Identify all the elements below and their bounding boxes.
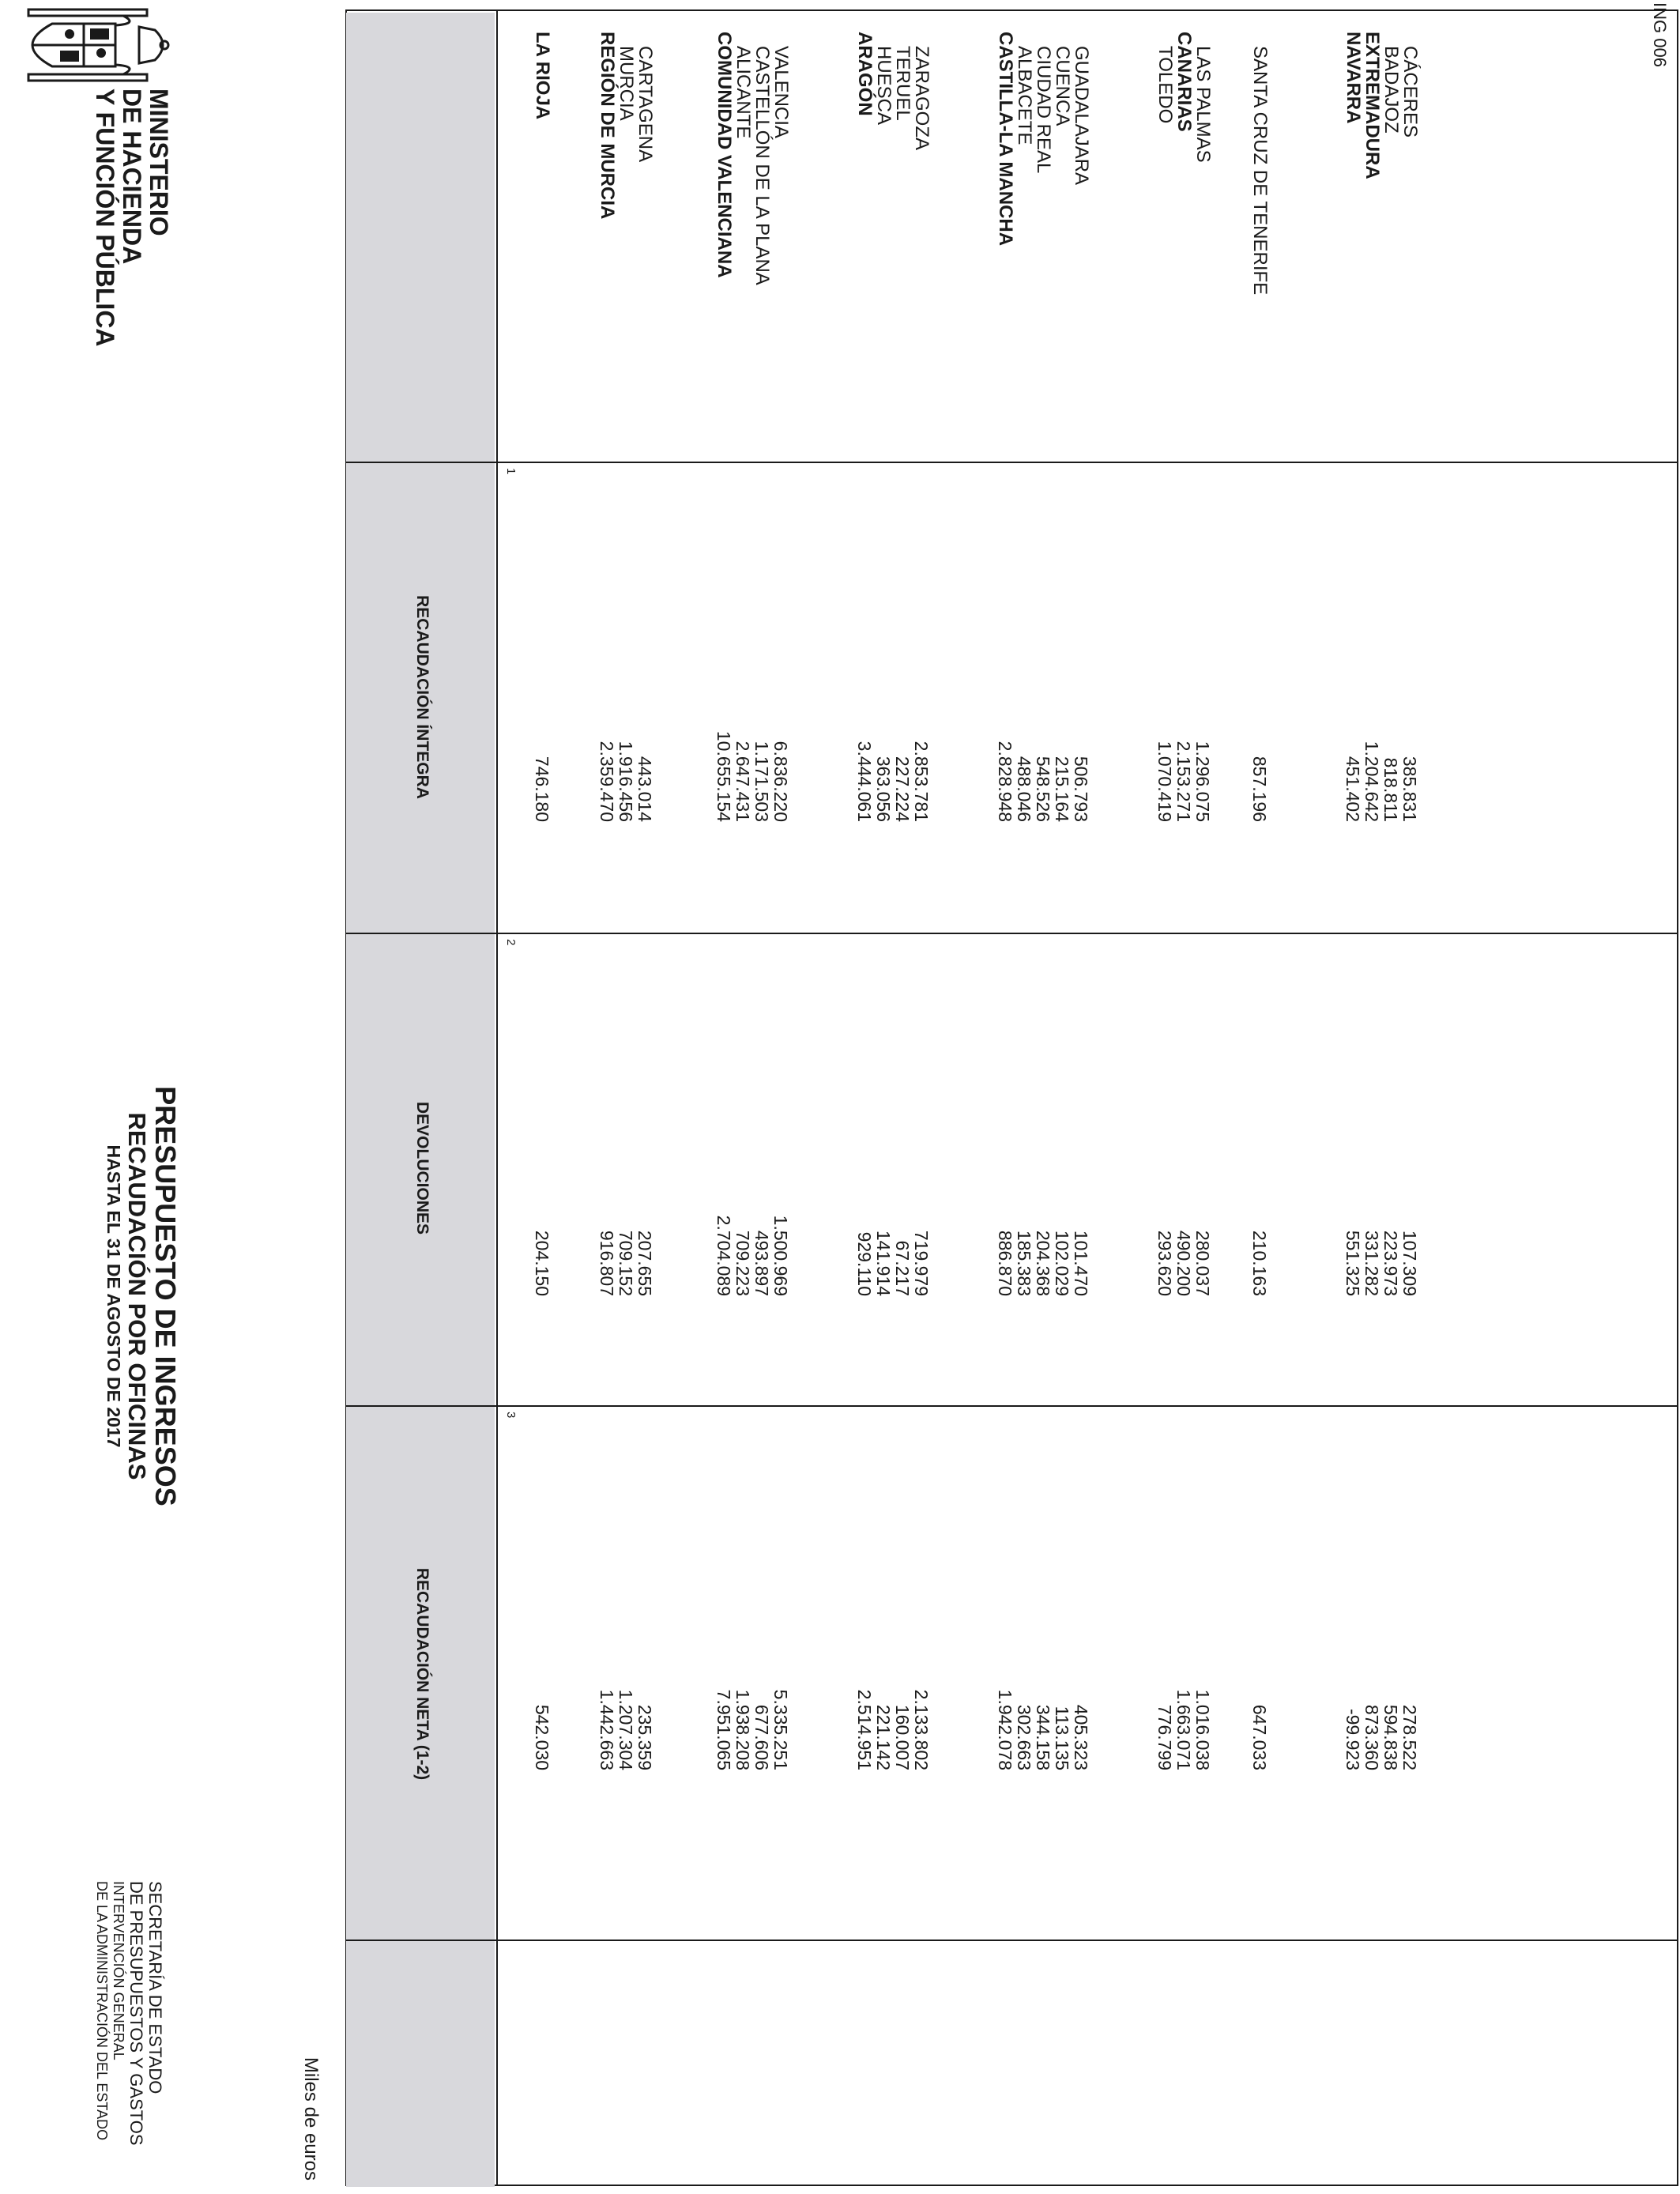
value-devoluciones: 210.163 bbox=[1249, 1230, 1270, 1296]
ministry-name bbox=[92, 89, 172, 547]
value-devoluciones: 101.470 bbox=[1071, 1230, 1091, 1296]
value-neta: 1.938.208 bbox=[733, 1689, 753, 1770]
column-header-devoluciones: DEVOLUCIONES bbox=[413, 1101, 431, 1235]
secretariat-block bbox=[93, 1881, 164, 2194]
column-number-1: 1 bbox=[504, 468, 518, 475]
value-integra: 857.196 bbox=[1249, 756, 1270, 822]
row-label: EXTREMADURA bbox=[1362, 32, 1383, 179]
secretariat-line-1: SECRETARÍA DE ESTADO bbox=[145, 1881, 165, 2094]
row-label: ZARAGOZA bbox=[911, 46, 932, 151]
value-integra: 443.014 bbox=[635, 756, 655, 822]
row-label: GUADALAJARA bbox=[1071, 46, 1092, 186]
value-devoluciones: 1.500.969 bbox=[770, 1215, 791, 1296]
column-divider-3 bbox=[345, 1405, 1678, 1407]
value-neta: 344.158 bbox=[1033, 1704, 1053, 1770]
value-integra: 548.526 bbox=[1033, 756, 1053, 822]
row-label: LAS PALMAS bbox=[1192, 46, 1214, 163]
value-devoluciones: 204.368 bbox=[1033, 1230, 1053, 1296]
column-header-integra: RECAUDACIÓN ÍNTEGRA bbox=[413, 595, 431, 799]
row-label: NAVARRA bbox=[1343, 32, 1364, 124]
value-neta: 221.142 bbox=[873, 1704, 894, 1770]
secretariat-line-4: DE LA ADMINISTRACIÓN DEL ESTADO bbox=[94, 1881, 110, 2141]
column-divider-2 bbox=[345, 933, 1678, 934]
value-devoluciones: 204.150 bbox=[532, 1230, 552, 1296]
value-neta: 873.360 bbox=[1362, 1704, 1382, 1770]
value-integra: 385.831 bbox=[1399, 756, 1420, 822]
value-neta: 1.663.071 bbox=[1173, 1689, 1194, 1770]
value-neta: 1.942.078 bbox=[995, 1689, 1015, 1770]
value-devoluciones: 916.807 bbox=[597, 1230, 617, 1296]
column-divider-1 bbox=[345, 462, 1678, 463]
row-label: REGIÓN DE MURCIA bbox=[597, 32, 618, 220]
value-integra: 2.853.781 bbox=[911, 741, 932, 822]
row-label: ALICANTE bbox=[733, 46, 754, 139]
title-line-1: PRESUPUESTO DE INGRESOS bbox=[149, 1086, 182, 1506]
ministry-line-3: Y FUNCIÓN PÚBLICA bbox=[91, 89, 119, 347]
value-devoluciones: 709.223 bbox=[733, 1230, 753, 1296]
value-devoluciones: 929.110 bbox=[854, 1231, 875, 1296]
header-divider bbox=[496, 9, 498, 2186]
value-devoluciones: 185.383 bbox=[1014, 1230, 1034, 1296]
value-devoluciones: 719.979 bbox=[911, 1230, 932, 1296]
value-neta: 2.514.951 bbox=[854, 1689, 875, 1770]
value-devoluciones: 886.870 bbox=[995, 1230, 1015, 1296]
value-devoluciones: 141.914 bbox=[873, 1230, 894, 1296]
value-integra: 2.359.470 bbox=[597, 741, 617, 822]
value-integra: 1.204.642 bbox=[1362, 741, 1382, 822]
row-label: ALBACETE bbox=[1014, 46, 1035, 145]
row-label: BADAJOZ bbox=[1381, 46, 1402, 134]
value-neta: 405.323 bbox=[1071, 1704, 1091, 1770]
value-devoluciones: 331.282 bbox=[1362, 1230, 1382, 1296]
value-devoluciones: 493.897 bbox=[751, 1230, 772, 1296]
value-integra: 2.153.271 bbox=[1173, 741, 1194, 822]
value-neta: 113.135 bbox=[1052, 1706, 1072, 1770]
value-neta: 1.016.038 bbox=[1192, 1689, 1213, 1770]
value-devoluciones: 102.029 bbox=[1052, 1230, 1072, 1296]
value-integra: 1.296.075 bbox=[1192, 741, 1213, 822]
value-neta: 5.335.251 bbox=[770, 1689, 791, 1770]
row-label: CASTELLÓN DE LA PLANA bbox=[751, 46, 773, 285]
row-label: CUENCA bbox=[1052, 46, 1073, 126]
value-integra: 6.836.220 bbox=[770, 741, 791, 822]
column-number-3: 3 bbox=[504, 1412, 518, 1419]
value-neta: -99.923 bbox=[1343, 1708, 1363, 1770]
value-neta: 1.442.663 bbox=[597, 1689, 617, 1770]
value-neta: 278.522 bbox=[1399, 1704, 1420, 1770]
value-devoluciones: 709.152 bbox=[616, 1230, 636, 1296]
data-table bbox=[345, 9, 1678, 2186]
secretariat-line-2: DE PRESUPUESTOS Y GASTOS bbox=[126, 1881, 146, 2146]
value-integra: 488.046 bbox=[1014, 756, 1034, 822]
row-label: MURCIA bbox=[616, 46, 637, 121]
row-label: SANTA CRUZ DE TENERIFE bbox=[1249, 46, 1271, 296]
value-devoluciones: 551.325 bbox=[1343, 1230, 1363, 1296]
value-integra: 818.811 bbox=[1381, 757, 1401, 822]
value-devoluciones: 223.973 bbox=[1381, 1230, 1401, 1296]
row-label: TERUEL bbox=[892, 46, 913, 121]
value-integra: 3.444.061 bbox=[854, 741, 875, 822]
value-neta: 542.030 bbox=[532, 1704, 552, 1770]
row-label: CÁCERES bbox=[1399, 46, 1421, 138]
value-devoluciones: 490.200 bbox=[1173, 1230, 1194, 1296]
value-integra: 746.180 bbox=[532, 756, 552, 822]
units-label: Miles de euros bbox=[300, 2056, 322, 2181]
row-label: CIUDAD REAL bbox=[1033, 46, 1054, 174]
value-neta: 776.799 bbox=[1155, 1704, 1175, 1770]
row-label: CARTAGENA bbox=[635, 46, 656, 163]
row-label: LA RIOJA bbox=[532, 32, 553, 120]
value-integra: 2.828.948 bbox=[995, 741, 1015, 822]
value-integra: 1.070.419 bbox=[1155, 741, 1175, 822]
value-integra: 227.224 bbox=[892, 756, 913, 822]
row-label: VALENCIA bbox=[770, 46, 792, 138]
value-integra: 506.793 bbox=[1071, 756, 1091, 822]
value-devoluciones: 2.704.089 bbox=[714, 1215, 734, 1296]
value-integra: 451.402 bbox=[1343, 756, 1363, 822]
row-label: COMUNIDAD VALENCIANA bbox=[714, 32, 735, 278]
value-devoluciones: 107.309 bbox=[1399, 1230, 1420, 1296]
row-label: CANARIAS bbox=[1173, 32, 1195, 132]
column-header-neta: RECAUDACIÓN NETA (1-2) bbox=[413, 1567, 431, 1781]
value-neta: 2.133.802 bbox=[911, 1689, 932, 1770]
secretariat-line-3: INTERVENCIÓN GENERAL bbox=[111, 1881, 126, 2060]
row-label: ARAGÓN bbox=[854, 32, 876, 116]
column-divider-4 bbox=[345, 1940, 1678, 1941]
ministry-line-1: MINISTERIO bbox=[145, 89, 173, 236]
value-integra: 10.655.154 bbox=[714, 730, 734, 822]
value-neta: 7.951.065 bbox=[714, 1689, 734, 1770]
value-neta: 677.606 bbox=[751, 1704, 772, 1770]
title-line-2: RECAUDACIÓN POR OFICINAS bbox=[123, 1112, 151, 1480]
value-neta: 302.663 bbox=[1014, 1704, 1034, 1770]
value-integra: 1.916.456 bbox=[616, 741, 636, 822]
value-integra: 215.164 bbox=[1052, 756, 1072, 822]
value-neta: 1.207.304 bbox=[616, 1689, 636, 1770]
value-integra: 2.647.431 bbox=[733, 741, 753, 822]
value-integra: 1.171.503 bbox=[751, 741, 772, 822]
column-number-2: 2 bbox=[504, 939, 518, 946]
ministry-line-2: DE HACIENDA bbox=[118, 89, 146, 265]
report-title bbox=[103, 869, 180, 1723]
row-label: CASTILLA-LA MANCHA bbox=[995, 32, 1016, 247]
value-neta: 235.359 bbox=[635, 1704, 655, 1770]
coat-of-arms-icon bbox=[8, 8, 171, 82]
value-neta: 594.838 bbox=[1381, 1704, 1401, 1770]
row-label: TOLEDO bbox=[1155, 46, 1176, 124]
value-devoluciones: 207.655 bbox=[635, 1230, 655, 1296]
value-neta: 647.033 bbox=[1249, 1704, 1270, 1770]
title-line-3: HASTA EL 31 DE AGOSTO DE 2017 bbox=[104, 1144, 124, 1448]
footer-code: ING 006 bbox=[1650, 2, 1670, 67]
value-devoluciones: 67.217 bbox=[892, 1240, 913, 1296]
value-neta: 160.007 bbox=[892, 1704, 913, 1770]
value-devoluciones: 280.037 bbox=[1192, 1230, 1213, 1296]
value-integra: 363.056 bbox=[873, 756, 894, 822]
row-label: HUESCA bbox=[873, 46, 895, 126]
value-devoluciones: 293.620 bbox=[1155, 1230, 1175, 1296]
